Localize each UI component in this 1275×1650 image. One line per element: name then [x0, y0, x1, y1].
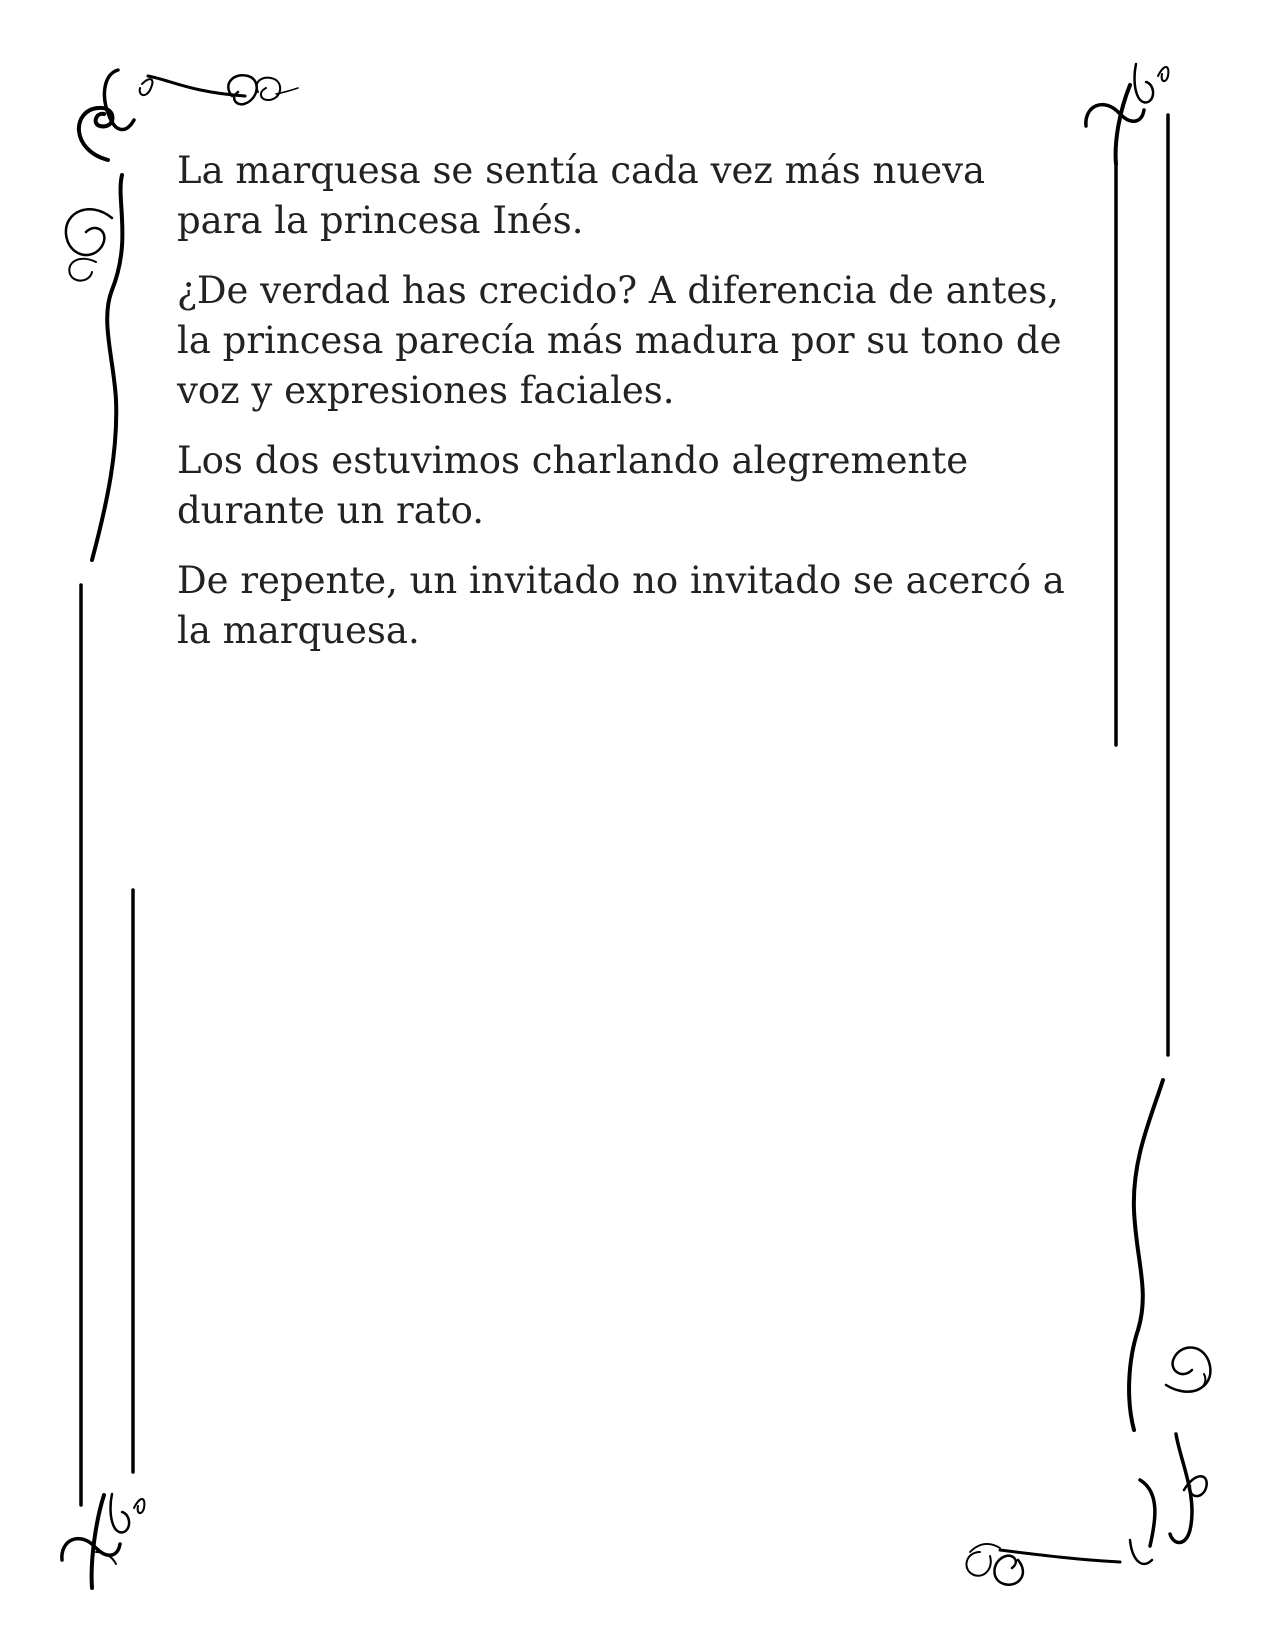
paragraph-2: ¿De verdad has crecido? A diferencia de antes, la princesa parecía más madura por su tono de voz y expresiones faciales.	[177, 269, 1062, 412]
flourish-bottom-left-icon	[62, 1494, 145, 1588]
paragraph-3: Los dos estuvimos charlando alegremente durante un rato.	[177, 439, 969, 532]
paragraph-4: De repente, un invitado no invitado se acercó a la marquesa.	[177, 559, 1065, 652]
flourish-bottom-right-icon	[966, 1080, 1210, 1585]
story-text	[177, 146, 1082, 676]
paragraph-1: La marquesa se sentía cada vez más nueva para la princesa Inés.	[177, 149, 986, 242]
flourish-top-right-icon	[1086, 64, 1169, 164]
